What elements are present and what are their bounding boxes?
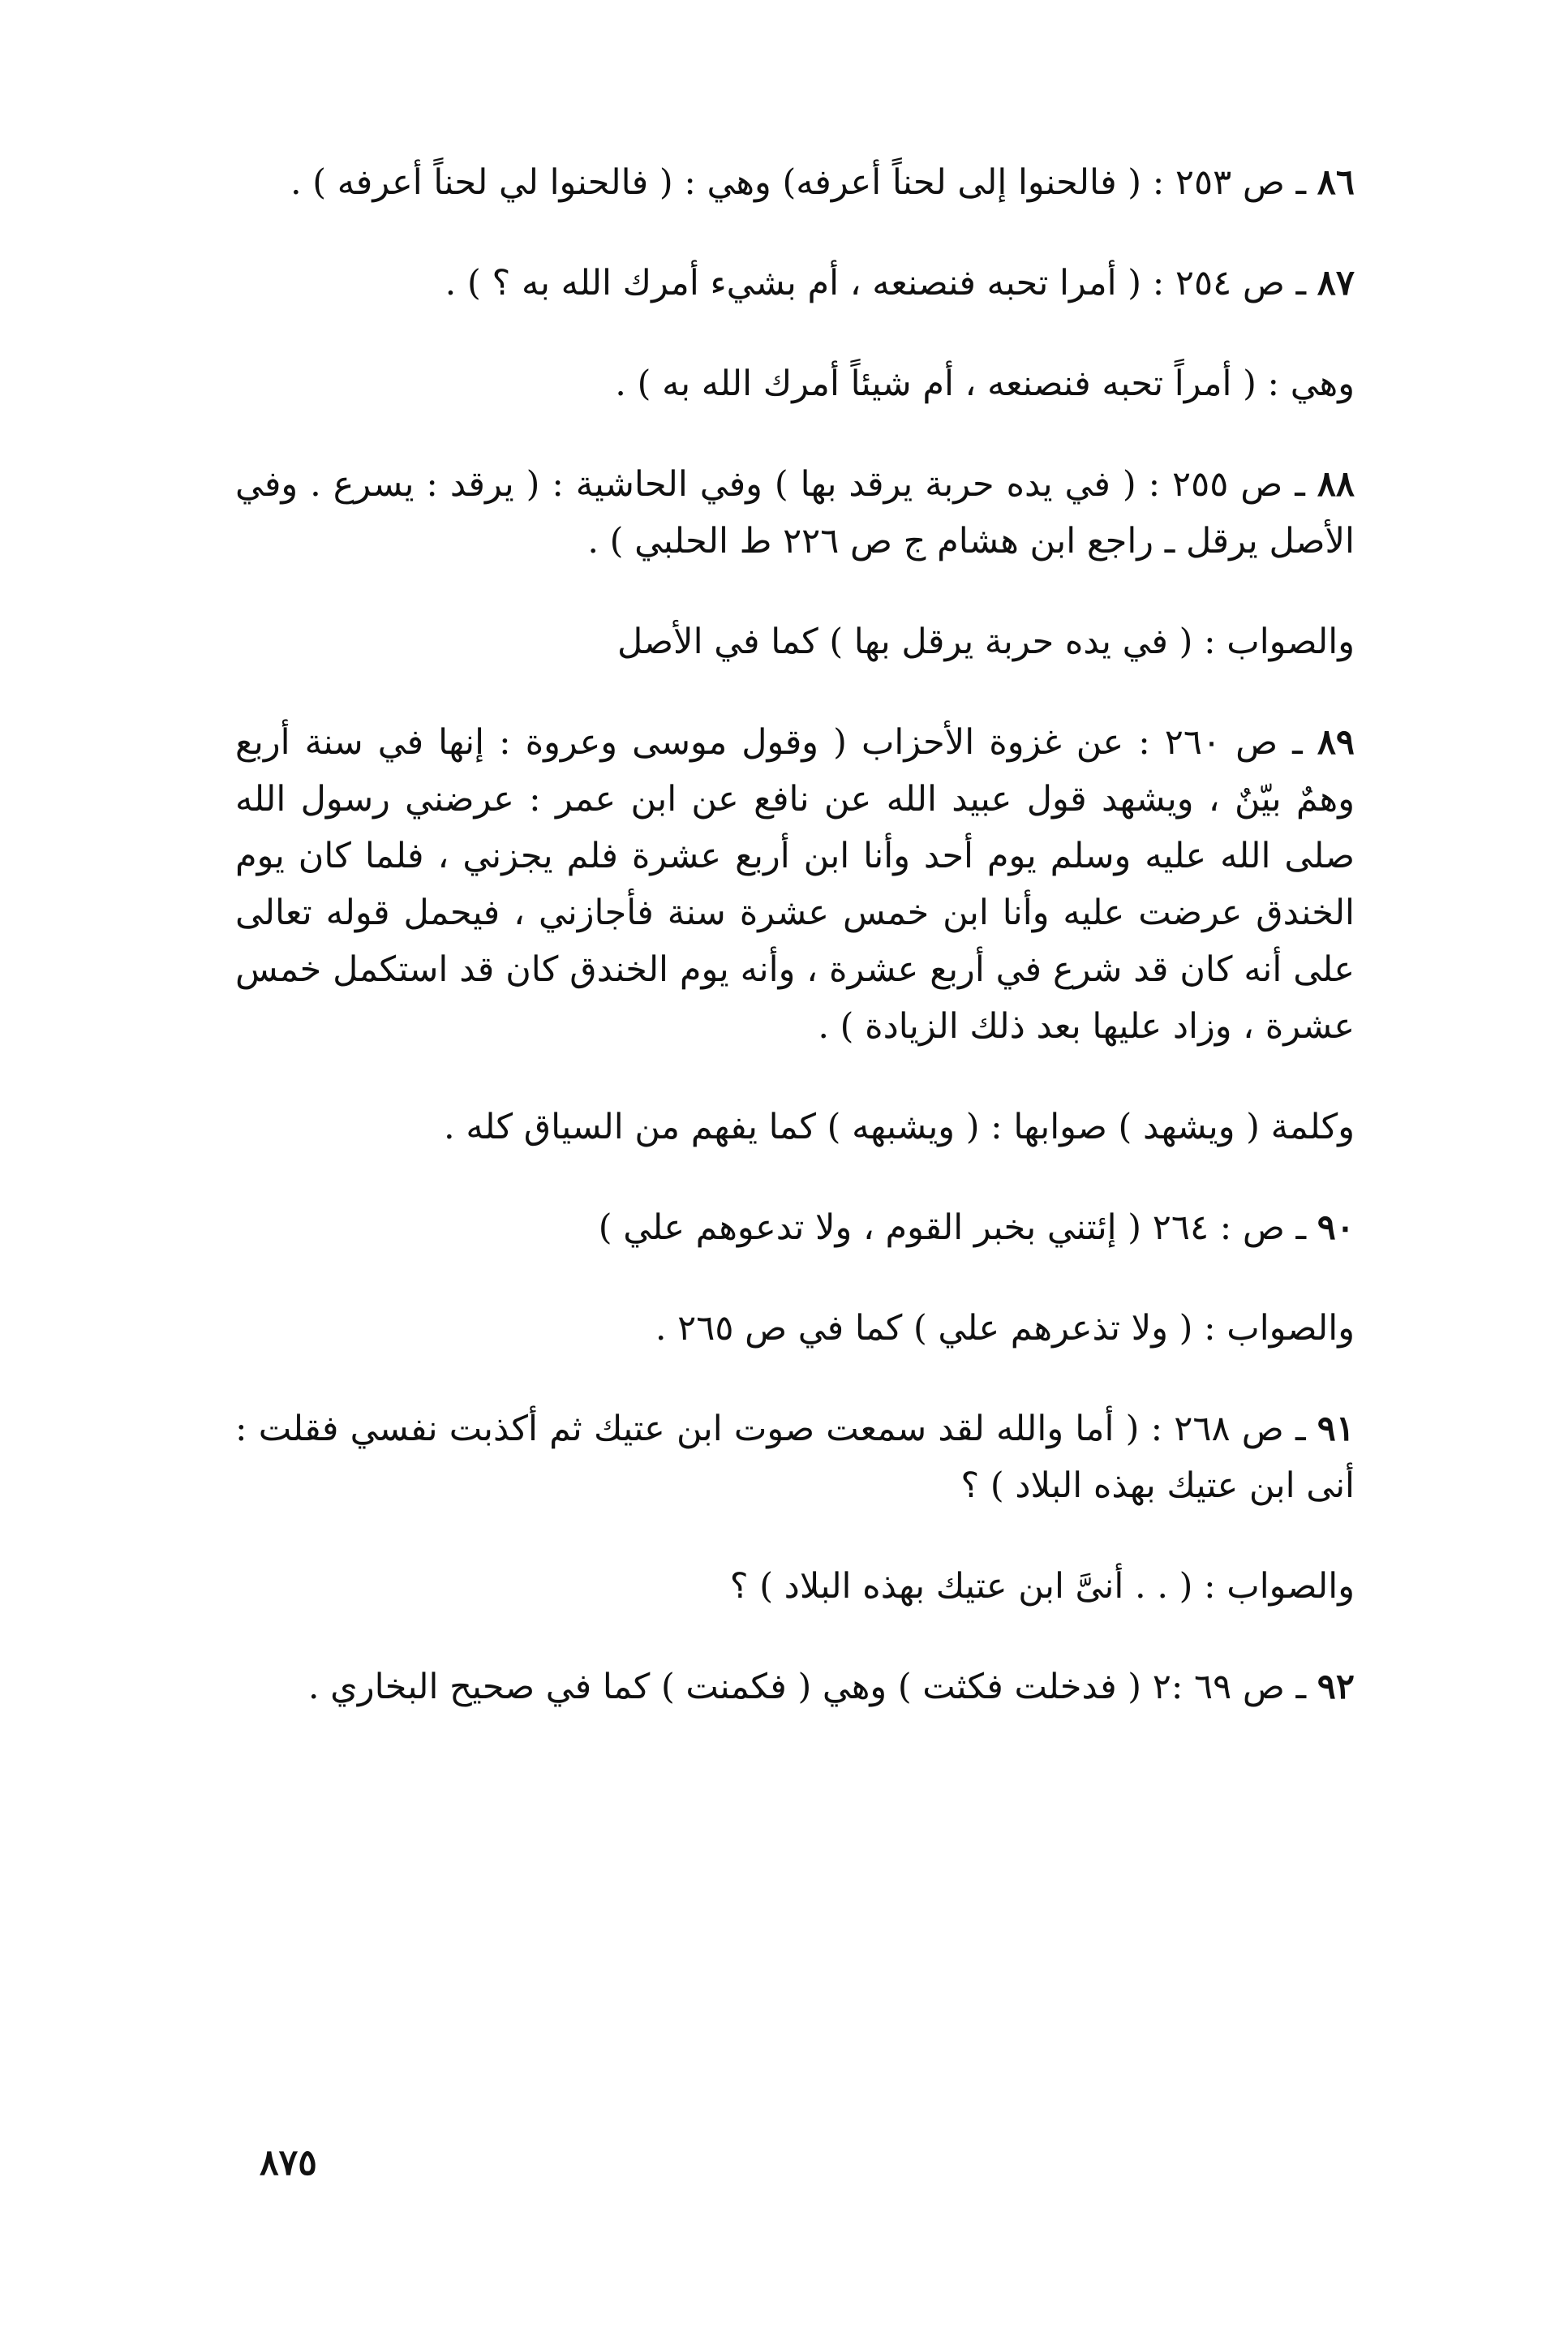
errata-correction-88: [235, 613, 1355, 670]
entry-number: ٩١: [1317, 1409, 1355, 1449]
errata-correction-89: [235, 1099, 1355, 1155]
entry-paragraph: [235, 1401, 1355, 1514]
entry-number: ٨٨: [1317, 464, 1355, 505]
entry-number: ٨٦: [1317, 162, 1355, 203]
entry-text: ـ ص ٢٦٨ : ( أما والله لقد سمعت صوت ابن عتيك ثم أكذبت نفسي فقلت : أنى ابن عتيك بهذه البلاد ) ؟: [235, 1409, 1355, 1506]
entry-number: ٨٧: [1317, 263, 1355, 303]
entry-paragraph: [235, 154, 1355, 211]
page-number: ٨٧٥: [260, 2142, 317, 2184]
entry-paragraph: [235, 1199, 1355, 1256]
entry-number: ٩٢: [1317, 1667, 1355, 1707]
errata-correction-87: [235, 355, 1355, 412]
errata-entry-92: [235, 1659, 1355, 1715]
entry-text: ـ ص ٢٥٣ : ( فالحنوا إلى لحناً أعرفه) وهي : ( فالحنوا لي لحناً أعرفه ) .: [290, 162, 1307, 203]
errata-entry-86: [235, 154, 1355, 211]
entry-number: ٩٠: [1317, 1207, 1355, 1248]
entry-paragraph: [235, 1659, 1355, 1715]
entry-text: ـ ص ٦٩ :٢ ( فدخلت فكثت ) وهي ( فكمنت ) كما في صحيح البخاري .: [307, 1667, 1307, 1707]
errata-entry-91: [235, 1401, 1355, 1514]
correction-text: والصواب : ( . . أنىَّ ابن عتيك بهذه البلاد ) ؟: [729, 1566, 1355, 1607]
entry-paragraph: [235, 714, 1355, 1055]
correction-text: وكلمة ( ويشهد ) صوابها : ( ويشبهه ) كما يفهم من السياق كله .: [444, 1107, 1355, 1147]
entry-paragraph: [235, 456, 1355, 570]
entry-number: ٨٩: [1317, 722, 1355, 763]
errata-entry-89: [235, 714, 1355, 1055]
correction-text: والصواب : ( في يده حربة يرقل بها ) كما في الأصل: [616, 622, 1355, 662]
entry-paragraph: [235, 255, 1355, 312]
correction-text: وهي : ( أمراً تحبه فنصنعه ، أم شيئاً أمرك الله به ) .: [615, 364, 1355, 404]
errata-entry-87: [235, 255, 1355, 312]
entry-text: ـ ص ٢٦٠ : عن غزوة الأحزاب ( وقول موسى وعروة : إنها في سنة أربع وهمٌ بيّنٌ ، ويشهد قول عبيد الله عن نافع عن ابن عمر : عرضني رسول الله صلى الله عليه وسلم يوم أحد وأنا ابن أربع عشرة فلم يجزني ، فلما كان يوم الخندق عرضت عليه وأنا ابن خمس عشرة سنة فأجازني ، فيحمل قوله تعالى على أنه كان قد شرع في أربع عشرة ، وأنه يوم الخندق كان قد استكمل خمس عشرة ، وزاد عليها بعد ذلك الزيادة ) .: [235, 722, 1355, 1047]
errata-entry-88: [235, 456, 1355, 570]
errata-text-block: [235, 154, 1355, 1759]
correction-text: والصواب : ( ولا تذعرهم علي ) كما في ص ٢٦٥ .: [655, 1308, 1355, 1349]
errata-correction-91: [235, 1558, 1355, 1615]
errata-correction-90: [235, 1300, 1355, 1357]
entry-text: ـ ص ٢٥٥ : ( في يده حربة يرقد بها ) وفي الحاشية : ( يرقد : يسرع . وفي الأصل يرقل ـ راجع ابن هشام ج ص ٢٢٦ ط الحلبي ) .: [235, 464, 1355, 562]
entry-text: ـ ص ٢٥٤ : ( أمرا تحبه فنصنعه ، أم بشيء أمرك الله به ؟ ) .: [445, 263, 1307, 303]
errata-entry-90: [235, 1199, 1355, 1256]
entry-text: ـ ص : ٢٦٤ ( إئتني بخبر القوم ، ولا تدعوهم علي ): [598, 1207, 1307, 1248]
